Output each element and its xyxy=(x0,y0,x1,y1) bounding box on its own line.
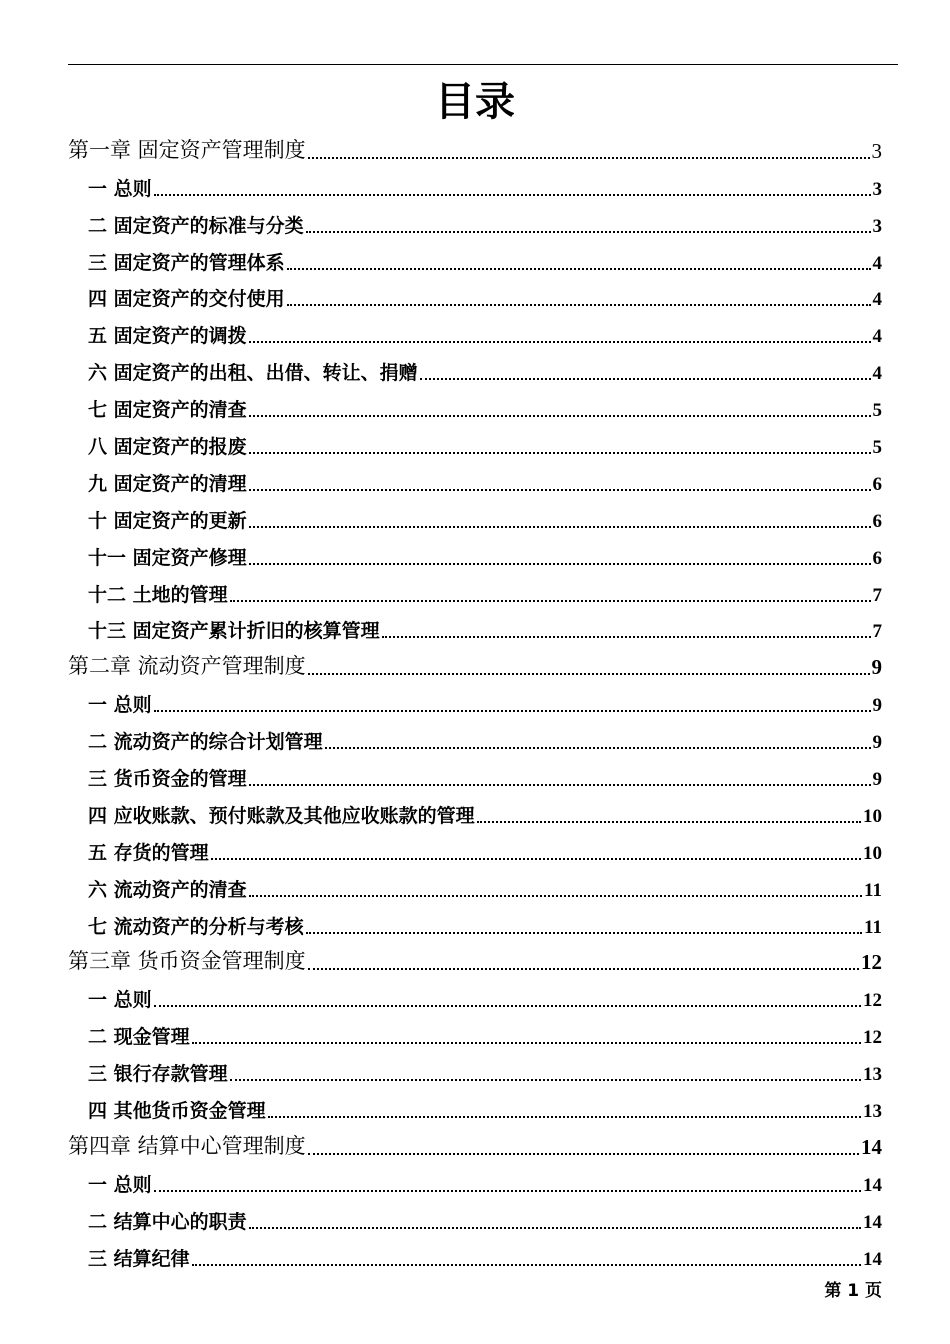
toc-entry-label: 三 结算纪律 xyxy=(88,1247,190,1270)
toc-dot-leader xyxy=(308,1153,859,1155)
toc-section-entry[interactable] xyxy=(68,205,882,242)
toc-entry-page-number: 6 xyxy=(872,547,882,569)
toc-section-entry[interactable] xyxy=(68,315,882,352)
toc-dot-leader xyxy=(477,821,861,823)
toc-dot-leader xyxy=(249,452,871,454)
toc-entry-label: 七 流动资产的分析与考核 xyxy=(88,915,304,938)
toc-entry-page-number: 3 xyxy=(871,138,882,163)
toc-entry-label: 十二 土地的管理 xyxy=(88,583,228,606)
toc-entry-page-number: 12 xyxy=(863,1027,882,1049)
toc-entry-label: 七 固定资产的清查 xyxy=(88,399,247,422)
toc-dot-leader xyxy=(249,415,871,417)
toc-chapter-entry[interactable] xyxy=(68,131,882,168)
toc-section-entry[interactable] xyxy=(68,426,882,463)
toc-section-entry[interactable] xyxy=(68,1201,882,1238)
toc-entry-page-number: 11 xyxy=(864,879,882,901)
toc-entry-label: 三 货币资金的管理 xyxy=(88,768,247,791)
toc-section-entry[interactable] xyxy=(68,869,882,906)
toc-section-entry[interactable] xyxy=(68,1164,882,1201)
toc-section-entry[interactable] xyxy=(68,389,882,426)
toc-entry-page-number: 4 xyxy=(872,252,882,274)
toc-entry-label: 第四章 结算中心管理制度 xyxy=(68,1133,306,1158)
toc-entry-page-number: 14 xyxy=(863,1211,882,1233)
toc-section-entry[interactable] xyxy=(68,352,882,389)
toc-entry-label: 第二章 流动资产管理制度 xyxy=(68,654,306,679)
toc-entry-page-number: 10 xyxy=(863,805,882,827)
toc-dot-leader xyxy=(325,747,871,749)
toc-entry-page-number: 5 xyxy=(872,437,882,459)
toc-dot-leader xyxy=(308,968,859,970)
toc-section-entry[interactable] xyxy=(68,242,882,279)
toc-section-entry[interactable] xyxy=(68,1090,882,1127)
toc-dot-leader xyxy=(154,194,871,196)
toc-entry-page-number: 4 xyxy=(872,326,882,348)
toc-section-entry[interactable] xyxy=(68,1238,882,1275)
toc-section-entry[interactable] xyxy=(68,611,882,648)
toc-entry-label: 五 存货的管理 xyxy=(88,841,209,864)
page-number: 第 1 页 xyxy=(824,1281,882,1301)
toc-entry-page-number: 3 xyxy=(872,178,882,200)
toc-dot-leader xyxy=(308,157,870,159)
toc-entry-label: 十三 固定资产累计折旧的核算管理 xyxy=(88,620,380,643)
toc-entry-page-number: 14 xyxy=(863,1174,882,1196)
toc-entry-page-number: 9 xyxy=(871,655,882,680)
toc-section-entry[interactable] xyxy=(68,168,882,205)
toc-entry-page-number: 3 xyxy=(872,215,882,237)
toc-dot-leader xyxy=(306,932,862,934)
toc-dot-leader xyxy=(230,600,871,602)
toc-entry-label: 二 流动资产的综合计划管理 xyxy=(88,731,323,754)
toc-entry-page-number: 9 xyxy=(872,695,882,717)
toc-dot-leader xyxy=(306,231,871,233)
toc-dot-leader xyxy=(249,341,871,343)
toc-section-entry[interactable] xyxy=(68,1016,882,1053)
toc-section-entry[interactable] xyxy=(68,574,882,611)
toc-dot-leader xyxy=(230,1079,861,1081)
toc-entry-label: 二 固定资产的标准与分类 xyxy=(88,214,304,237)
toc-entry-page-number: 14 xyxy=(861,1134,882,1159)
toc-entry-page-number: 10 xyxy=(863,842,882,864)
toc-entry-page-number: 13 xyxy=(863,1101,882,1123)
toc-entry-page-number: 6 xyxy=(872,473,882,495)
toc-dot-leader xyxy=(287,268,871,270)
toc-chapter-entry[interactable] xyxy=(68,1127,882,1164)
toc-dot-leader xyxy=(420,378,871,380)
toc-section-entry[interactable] xyxy=(68,684,882,721)
toc-entry-page-number: 5 xyxy=(872,400,882,422)
toc-entry-label: 九 固定资产的清理 xyxy=(88,472,247,495)
toc-dot-leader xyxy=(211,858,861,860)
toc-entry-label: 五 固定资产的调拨 xyxy=(88,325,247,348)
toc-dot-leader xyxy=(249,489,871,491)
toc-entry-label: 三 银行存款管理 xyxy=(88,1063,228,1086)
toc-entry-page-number: 9 xyxy=(872,769,882,791)
toc-section-entry[interactable] xyxy=(68,832,882,869)
toc-entry-page-number: 11 xyxy=(864,916,882,938)
toc-section-entry[interactable] xyxy=(68,906,882,943)
toc-dot-leader xyxy=(249,563,871,565)
toc-dot-leader xyxy=(192,1264,861,1266)
toc-dot-leader xyxy=(249,784,871,786)
toc-dot-leader xyxy=(249,895,862,897)
toc-entry-page-number: 13 xyxy=(863,1064,882,1086)
toc-entry-label: 二 结算中心的职责 xyxy=(88,1210,247,1233)
toc-section-entry[interactable] xyxy=(68,758,882,795)
toc-dot-leader xyxy=(154,1190,861,1192)
toc-chapter-entry[interactable] xyxy=(68,943,882,980)
toc-entry-label: 二 现金管理 xyxy=(88,1026,190,1049)
toc-section-entry[interactable] xyxy=(68,500,882,537)
toc-dot-leader xyxy=(382,636,871,638)
toc-entry-label: 四 应收账款、预付账款及其他应收账款的管理 xyxy=(88,804,475,827)
toc-section-entry[interactable] xyxy=(68,463,882,500)
toc-entry-label: 四 固定资产的交付使用 xyxy=(88,288,285,311)
toc-entry-page-number: 7 xyxy=(872,584,882,606)
toc-entry-page-number: 12 xyxy=(863,990,882,1012)
toc-entry-label: 一 总则 xyxy=(88,1173,152,1196)
toc-entry-page-number: 4 xyxy=(872,363,882,385)
toc-dot-leader xyxy=(154,710,871,712)
toc-dot-leader xyxy=(249,526,871,528)
toc-entry-page-number: 14 xyxy=(863,1248,882,1270)
toc-chapter-entry[interactable] xyxy=(68,647,882,684)
toc-entry-label: 六 固定资产的出租、出借、转让、捐赠 xyxy=(88,362,418,385)
toc-entry-page-number: 4 xyxy=(872,289,882,311)
toc-entry-page-number: 7 xyxy=(872,621,882,643)
toc-entry-label: 一 总则 xyxy=(88,989,152,1012)
page-title: 目录 xyxy=(435,79,515,125)
toc-entry-page-number: 9 xyxy=(872,732,882,754)
toc-dot-leader xyxy=(308,673,870,675)
toc-section-entry[interactable] xyxy=(68,537,882,574)
toc-section-entry[interactable] xyxy=(68,1053,882,1090)
toc-entry-page-number: 6 xyxy=(872,510,882,532)
toc-entry-label: 六 流动资产的清查 xyxy=(88,878,247,901)
toc-dot-leader xyxy=(249,1227,861,1229)
toc-section-entry[interactable] xyxy=(68,279,882,316)
toc-entry-label: 第三章 货币资金管理制度 xyxy=(68,949,306,974)
header-rule xyxy=(68,64,898,65)
toc-entry-label: 十 固定资产的更新 xyxy=(88,509,247,532)
toc-section-entry[interactable] xyxy=(68,795,882,832)
toc-dot-leader xyxy=(192,1042,861,1044)
toc-entry-label: 八 固定资产的报废 xyxy=(88,436,247,459)
toc-section-entry[interactable] xyxy=(68,979,882,1016)
table-of-contents xyxy=(68,131,882,1275)
toc-entry-label: 三 固定资产的管理体系 xyxy=(88,251,285,274)
toc-entry-label: 一 总则 xyxy=(88,694,152,717)
toc-entry-label: 第一章 固定资产管理制度 xyxy=(68,137,306,162)
toc-entry-label: 四 其他货币资金管理 xyxy=(88,1100,266,1123)
toc-entry-label: 一 总则 xyxy=(88,177,152,200)
toc-entry-label: 十一 固定资产修理 xyxy=(88,546,247,569)
toc-section-entry[interactable] xyxy=(68,721,882,758)
toc-dot-leader xyxy=(268,1116,861,1118)
toc-dot-leader xyxy=(287,304,871,306)
toc-entry-page-number: 12 xyxy=(861,950,882,975)
toc-dot-leader xyxy=(154,1005,861,1007)
